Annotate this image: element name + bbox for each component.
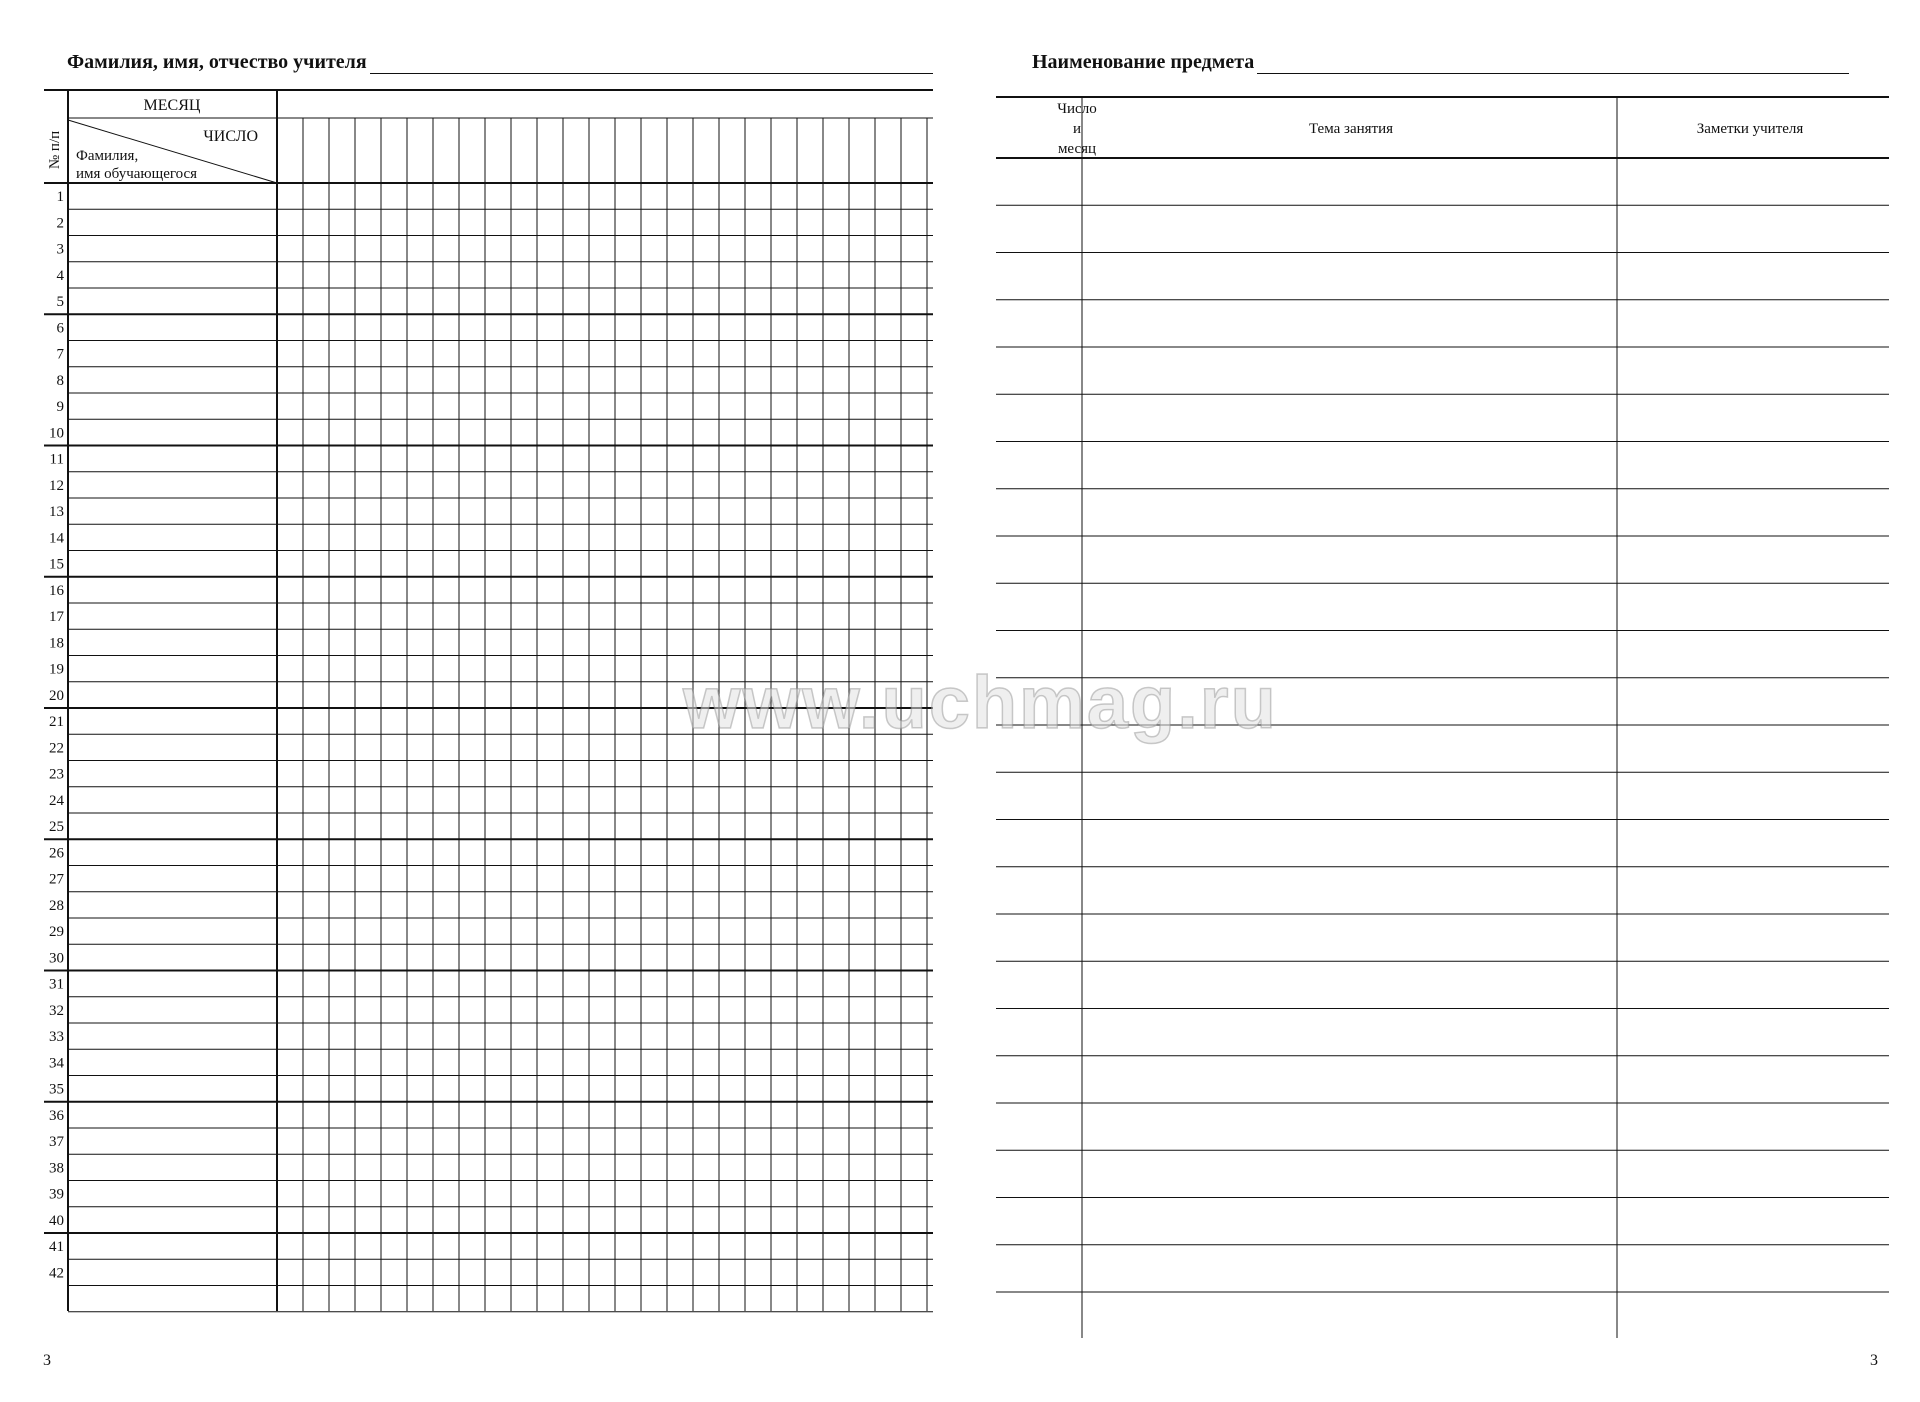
- teacher-name-label: Фамилия, имя, отчество учителя: [67, 51, 367, 73]
- page-number-right: 3: [1870, 1352, 1878, 1369]
- row-number: 12: [49, 477, 64, 494]
- row-number: 19: [49, 661, 64, 678]
- row-number: 40: [49, 1212, 64, 1229]
- row-number: 22: [49, 740, 64, 757]
- lesson-log-table: [960, 0, 1920, 1402]
- row-number: 2: [56, 215, 64, 232]
- attendance-grid-lines: [44, 90, 933, 1312]
- date-column-header-line2: и: [1072, 121, 1082, 137]
- row-number-column: [49, 189, 65, 1281]
- month-label: МЕСЯЦ: [143, 97, 201, 114]
- row-number: 30: [49, 950, 64, 967]
- date-column-header-line3: месяц: [1057, 141, 1097, 157]
- row-number: 33: [49, 1029, 64, 1045]
- date-column-header-line1: Число: [1057, 101, 1097, 117]
- row-number: 28: [49, 897, 64, 914]
- date-label: ЧИСЛО: [203, 128, 258, 145]
- row-number: 27: [49, 871, 64, 888]
- page-number-left: 3: [43, 1352, 51, 1369]
- row-number: 39: [49, 1186, 64, 1203]
- row-number: 10: [49, 425, 64, 442]
- row-number: 42: [49, 1265, 64, 1282]
- row-number: 34: [49, 1055, 64, 1072]
- row-number: 18: [49, 635, 64, 652]
- row-number: 6: [56, 320, 64, 337]
- lesson-table-lines: [996, 97, 1889, 1338]
- row-number: 16: [49, 582, 64, 599]
- row-number: 31: [49, 976, 64, 993]
- row-number: 11: [49, 451, 64, 468]
- lesson-log-page: [960, 0, 1920, 1402]
- row-number: 15: [49, 556, 64, 573]
- row-number: 8: [56, 372, 64, 389]
- row-number: 17: [49, 609, 64, 625]
- row-number: 23: [49, 766, 64, 783]
- student-name-label-line2: имя обучающегося: [76, 166, 198, 182]
- row-number: 29: [49, 924, 64, 940]
- watermark: www.uchmag.ru: [683, 661, 1278, 744]
- topic-column-header: Тема занятия: [1308, 121, 1394, 137]
- row-number: 41: [49, 1239, 64, 1255]
- row-number: 32: [49, 1002, 64, 1019]
- row-number: 7: [56, 346, 64, 363]
- row-number: 20: [49, 687, 64, 704]
- row-number: 35: [49, 1081, 64, 1098]
- row-number: 26: [49, 845, 64, 862]
- row-number: 9: [56, 399, 64, 415]
- row-number: 21: [49, 714, 64, 730]
- row-number: 25: [49, 819, 64, 835]
- student-name-label-line1: Фамилия,: [76, 148, 139, 164]
- row-number: 14: [49, 530, 64, 547]
- row-number: 5: [56, 294, 64, 310]
- row-number: 3: [56, 241, 64, 258]
- row-number: 36: [49, 1107, 64, 1124]
- subject-name-label: Наименование предмета: [1032, 51, 1255, 73]
- row-number: 1: [56, 189, 64, 205]
- row-number: 37: [49, 1134, 64, 1150]
- notes-column-header: Заметки учителя: [1696, 121, 1804, 137]
- row-number: 4: [56, 267, 64, 284]
- row-number: 13: [49, 504, 64, 520]
- row-number: 38: [49, 1160, 64, 1177]
- row-number: 24: [49, 792, 64, 809]
- row-number-label: № п/п: [47, 130, 63, 170]
